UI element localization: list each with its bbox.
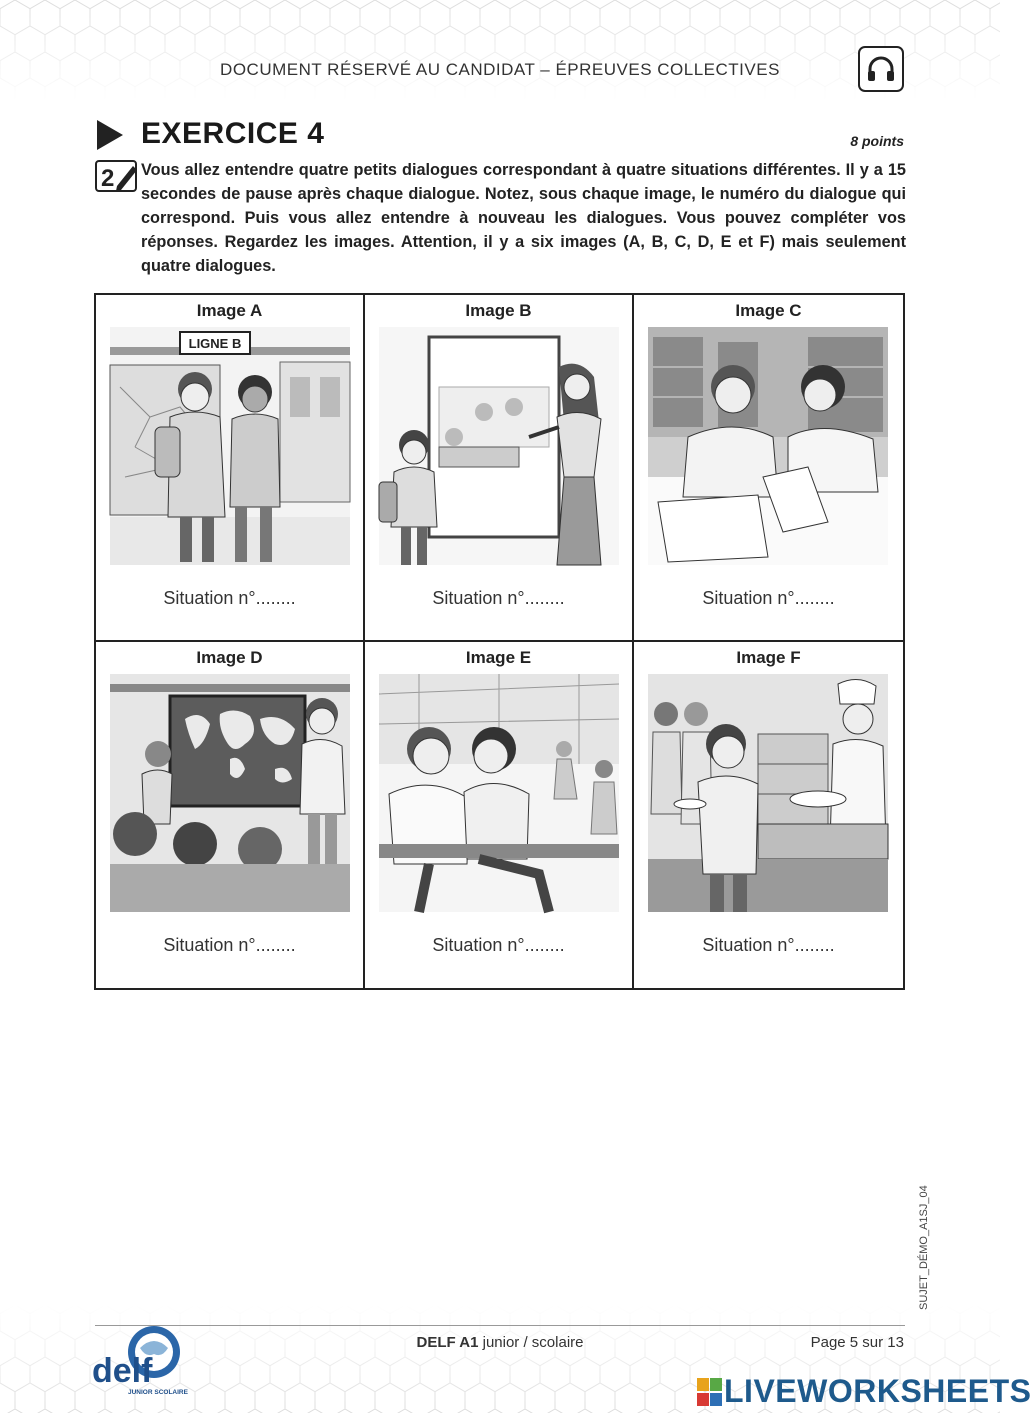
situation-answer-field[interactable]: Situation n°........ <box>702 934 835 955</box>
bus-sign-text: LIGNE B <box>188 336 242 351</box>
illustration-bus-stop <box>110 327 350 565</box>
image-label: Image E <box>465 647 532 667</box>
hexagon-pattern <box>0 0 1000 100</box>
image-cell-b <box>365 295 634 642</box>
image-grid <box>94 293 905 990</box>
illustration-cafeteria <box>648 674 888 912</box>
delf-logo-sub: JUNIOR SCOLAIRE <box>128 1389 188 1396</box>
image-label: Image A <box>196 301 263 320</box>
situation-answer-field[interactable]: Situation n°........ <box>432 934 565 955</box>
liveworksheets-watermark: LIVEWORKSHEETS <box>724 1373 1031 1409</box>
image-label: Image D <box>196 647 263 667</box>
liveworksheets-badge-icon <box>697 1378 723 1408</box>
hexagon-pattern-top <box>0 0 1000 100</box>
image-label: Image F <box>736 647 801 667</box>
play-arrow-icon <box>95 119 125 151</box>
illustration-geography-class <box>110 674 350 912</box>
footer-exam-level: junior / scolaire <box>482 1334 584 1351</box>
footer-divider <box>95 1325 905 1326</box>
image-cell-a <box>96 295 365 642</box>
audio-button[interactable] <box>858 46 904 92</box>
image-cell-c <box>634 295 903 642</box>
illustration-classroom-door <box>379 327 619 565</box>
situation-answer-field[interactable]: Situation n°........ <box>163 588 296 608</box>
exercise-points: 8 points <box>850 133 904 149</box>
pencil-write-icon <box>95 160 139 192</box>
image-label: Image B <box>465 301 532 320</box>
exercise-instructions: Vous allez entendre quatre petits dialogues correspondant à quatre situations différentes. Il y a 15 secondes de pause après chaque dialogue. Notez, sous chaque image, le numéro du dialogue qui correspond. Puis vous allez entendre à nouveau les dialogues. Vous pouvez compléter vos réponses. Regardez les images. Attention, il y a six images (A, B, C, D, E et F) mais seulement quatre dialogues. <box>141 161 906 275</box>
delf-logo-text: delf <box>92 1352 153 1390</box>
situation-answer-field[interactable]: Situation n°........ <box>702 588 835 608</box>
page-number: Page 5 sur 13 <box>810 1334 904 1351</box>
footer-exam-name: DELF A1 <box>416 1334 479 1351</box>
situation-answer-field[interactable]: Situation n°........ <box>432 588 565 608</box>
image-cell-e <box>365 642 634 989</box>
write-icon-number: 2 <box>101 165 115 192</box>
situation-answer-field[interactable]: Situation n°........ <box>163 934 296 955</box>
illustration-library <box>648 327 888 565</box>
header-title: DOCUMENT RÉSERVÉ AU CANDIDAT – ÉPREUVES COLLECTIVES <box>220 60 780 79</box>
illustration-schoolyard <box>379 674 619 912</box>
image-cell-f <box>634 642 903 989</box>
exercise-title: EXERCICE 4 <box>141 117 325 150</box>
image-cell-d <box>96 642 365 989</box>
document-code: SUJET_DÉMO_A1SJ_04 <box>918 1185 930 1310</box>
image-label: Image C <box>735 301 802 320</box>
headphones-icon <box>866 54 896 84</box>
